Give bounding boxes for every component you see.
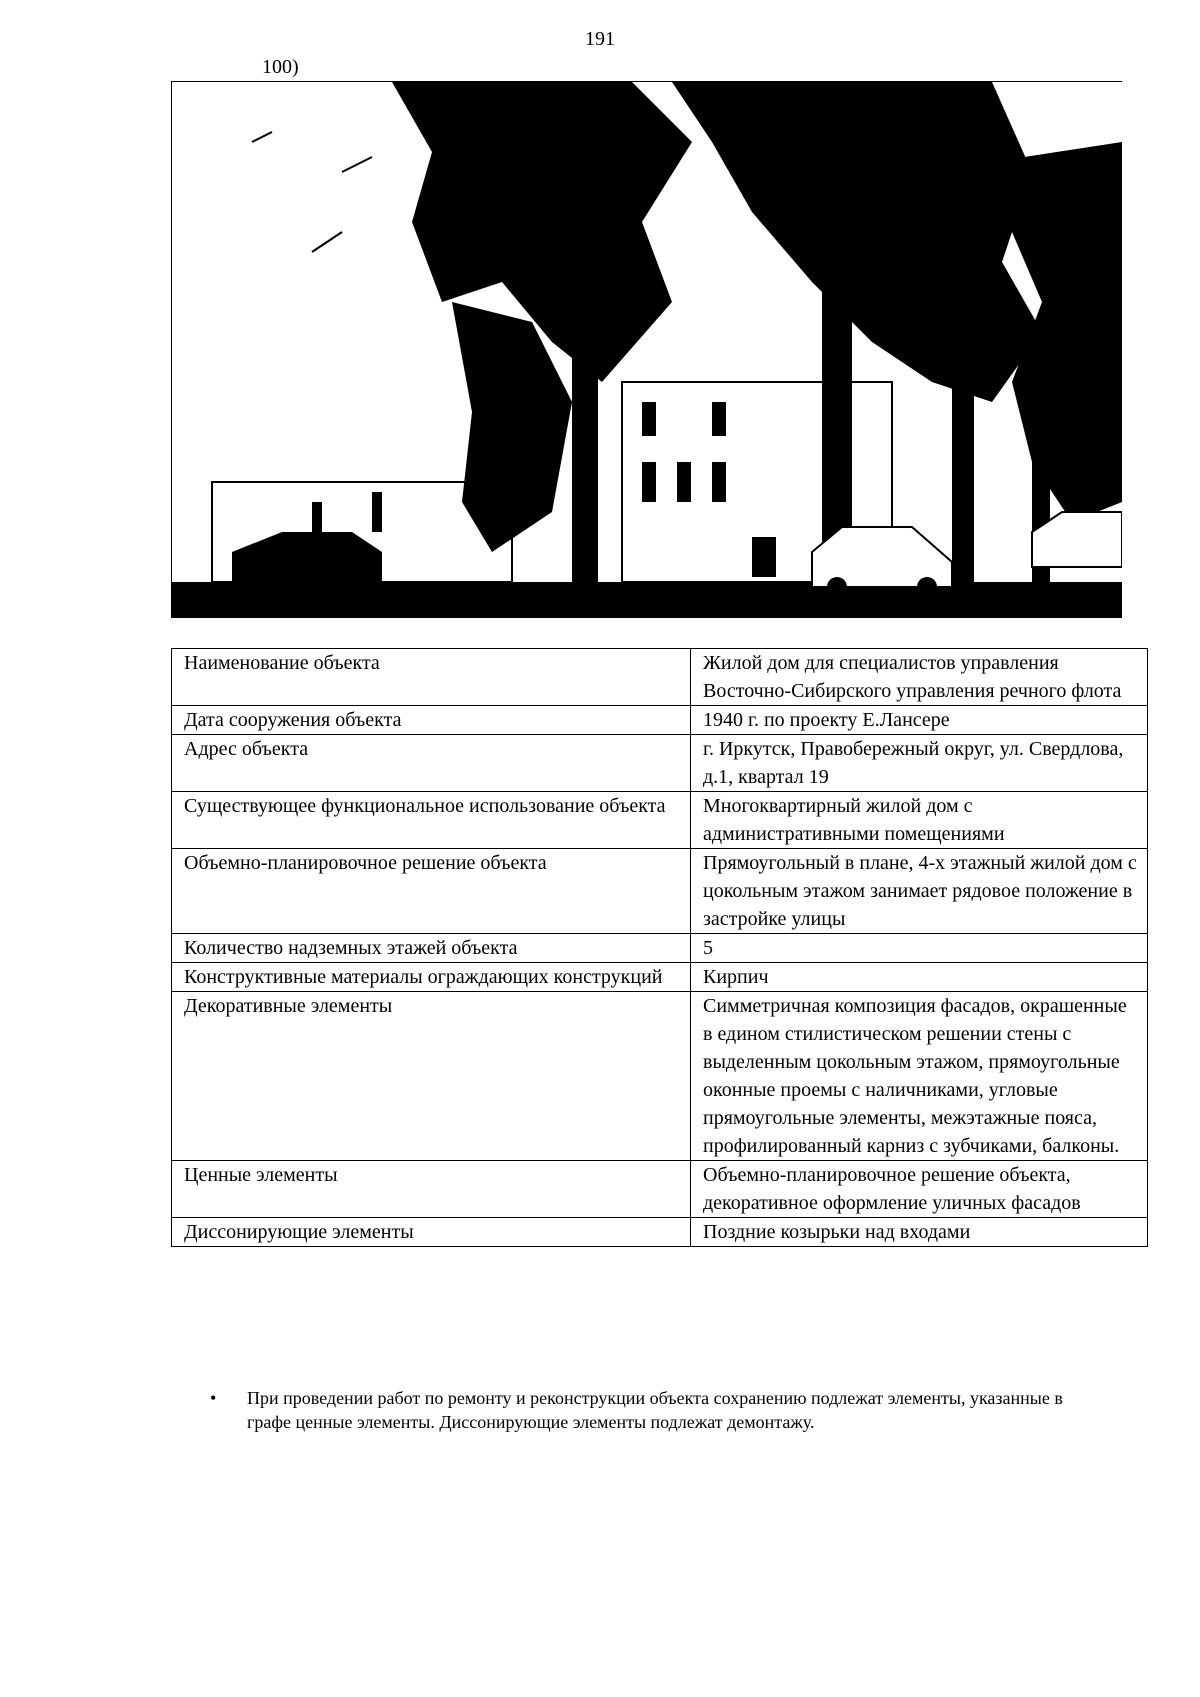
row-value: Поздние козырьки над входами [691, 1218, 1148, 1247]
row-label: Ценные элементы [172, 1161, 691, 1218]
row-value: Жилой дом для специалистов управления Восточно-Сибирского управления речного флота [691, 649, 1148, 706]
table-row [172, 849, 1148, 934]
row-label: Количество надземных этажей объекта [172, 934, 691, 963]
note-text: При проведении работ по ремонту и реконструкции объекта сохранению подлежат элементы, указанные в графе ценные элементы. Диссонирующие элементы подлежат демонтажу. [247, 1388, 1063, 1432]
table-row [172, 735, 1148, 792]
table-row [172, 1161, 1148, 1218]
row-label: Дата сооружения объекта [172, 706, 691, 735]
row-value: Симметричная композиция фасадов, окрашенные в едином стилистическом решении стены с выделенным цокольным этажом, прямоугольные оконные проемы с наличниками, угловые прямоугольные элементы, межэтажные пояса, профилированный карниз с зубчиками, балконы. [691, 992, 1148, 1161]
row-value: Прямоугольный в плане, 4-х этажный жилой дом с цокольным этажом занимает рядовое положение в застройке улицы [691, 849, 1148, 934]
row-label: Декоративные элементы [172, 992, 691, 1161]
table-row [172, 992, 1148, 1161]
table-row [172, 649, 1148, 706]
row-value: 1940 г. по проекту Е.Лансере [691, 706, 1148, 735]
page-number: 191 [585, 28, 615, 50]
row-label: Наименование объекта [172, 649, 691, 706]
table-row [172, 963, 1148, 992]
row-label: Объемно-планировочное решение объекта [172, 849, 691, 934]
row-label: Адрес объекта [172, 735, 691, 792]
row-label: Существующее функциональное использование объекта [172, 792, 691, 849]
table-row [172, 792, 1148, 849]
photo-label: 100) [262, 56, 299, 78]
note [200, 1386, 1100, 1434]
bullet-icon: • [210, 1388, 217, 1408]
row-value: Многоквартирный жилой дом с административными помещениями [691, 792, 1148, 849]
row-value: Кирпич [691, 963, 1148, 992]
row-value: г. Иркутск, Правобережный округ, ул. Свердлова, д.1, квартал 19 [691, 735, 1148, 792]
table-row [172, 1218, 1148, 1247]
row-value: 5 [691, 934, 1148, 963]
building-photo-image [172, 82, 1122, 617]
row-label: Диссонирующие элементы [172, 1218, 691, 1247]
row-label: Конструктивные материалы ограждающих конструкций [172, 963, 691, 992]
table-row [172, 934, 1148, 963]
row-value: Объемно-планировочное решение объекта, декоративное оформление уличных фасадов [691, 1161, 1148, 1218]
building-photo [171, 81, 1122, 618]
object-passport-table [171, 648, 1148, 1247]
table-row [172, 706, 1148, 735]
